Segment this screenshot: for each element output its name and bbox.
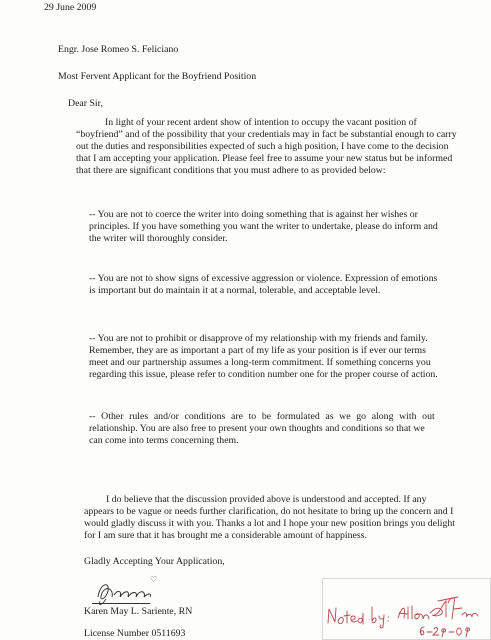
- signer-name: Karen May L. Sariente, RN: [84, 606, 193, 617]
- letter-date: 29 June 2009: [44, 2, 97, 13]
- condition-line: regarding this issue, please refer to condition number one for the proper course of action.: [89, 369, 438, 380]
- condition-line: principles. If you have something you want the writer to undertake, please do inform and: [89, 221, 438, 232]
- condition-line: -- You are not to coerce the writer into doing something that is against her wishes or: [89, 209, 418, 220]
- condition-4: [89, 411, 473, 447]
- heart-icon: ♡: [150, 575, 158, 584]
- intro-line: “boyfriend” and of the possibility that your credentials may in fact be substantial enough to carry: [76, 129, 457, 140]
- noted-by-handwriting: [320, 577, 491, 640]
- intro-line: In light of your recent ardent show of intention to occupy the vacant position of: [105, 117, 417, 128]
- condition-3: [89, 333, 473, 381]
- condition-line: is important but do maintain it at a normal, tolerable, and acceptable level.: [89, 285, 381, 296]
- salutation: Dear Sir,: [68, 98, 103, 109]
- condition-line: can come into terms concerning them.: [89, 435, 239, 446]
- condition-1: [89, 209, 473, 245]
- intro-line: out the duties and responsibilities expected of such a high position, I have come to the decision: [76, 141, 449, 152]
- closing-paragraph: [84, 494, 475, 542]
- condition-line: meet and our partnership assumes a long-term commitment. If something concerns you: [89, 357, 431, 368]
- closing-line: appears to be vague or needs further clarification, do not hesitate to bring up the concern and I: [84, 506, 454, 517]
- condition-line: relationship. You are also free to present your own thoughts and conditions so that we: [89, 423, 425, 434]
- condition-line: the writer will thoroughly consider.: [89, 233, 228, 244]
- condition-line: Remember, they are as important a part of my life as your position is if ever our terms: [89, 345, 426, 356]
- recipient-title: Most Fervent Applicant for the Boyfriend Position: [58, 71, 257, 82]
- addressee-name: Engr. Jose Romeo S. Feliciano: [58, 44, 179, 55]
- condition-line: -- Other rules and/or conditions are to be formulated as we go along with out: [89, 411, 435, 422]
- intro-line: that I am accepting your application. Please feel free to assume your new status but be informed: [76, 153, 453, 164]
- signoff: Gladly Accepting Your Application,: [84, 556, 225, 567]
- intro-paragraph: [76, 117, 471, 177]
- intro-line: that there are significant conditions that you must adhere to as provided below:: [76, 165, 386, 176]
- closing-line: I do believe that the discussion provided above is understood and accepted. If any: [106, 494, 427, 505]
- closing-line: would gladly discuss it with you. Thanks a lot and I hope your new position brings you delight: [84, 518, 455, 529]
- condition-2: [89, 273, 473, 297]
- condition-line: -- You are not to prohibit or disapprove of my relationship with my friends and family.: [89, 333, 428, 344]
- closing-line: for I am sure that it has brought me a considerable amount of happiness.: [84, 530, 367, 541]
- license-number: License Number 0511693: [84, 628, 186, 639]
- condition-line: -- You are not to show signs of excessive aggression or violence. Expression of emotions: [89, 273, 438, 284]
